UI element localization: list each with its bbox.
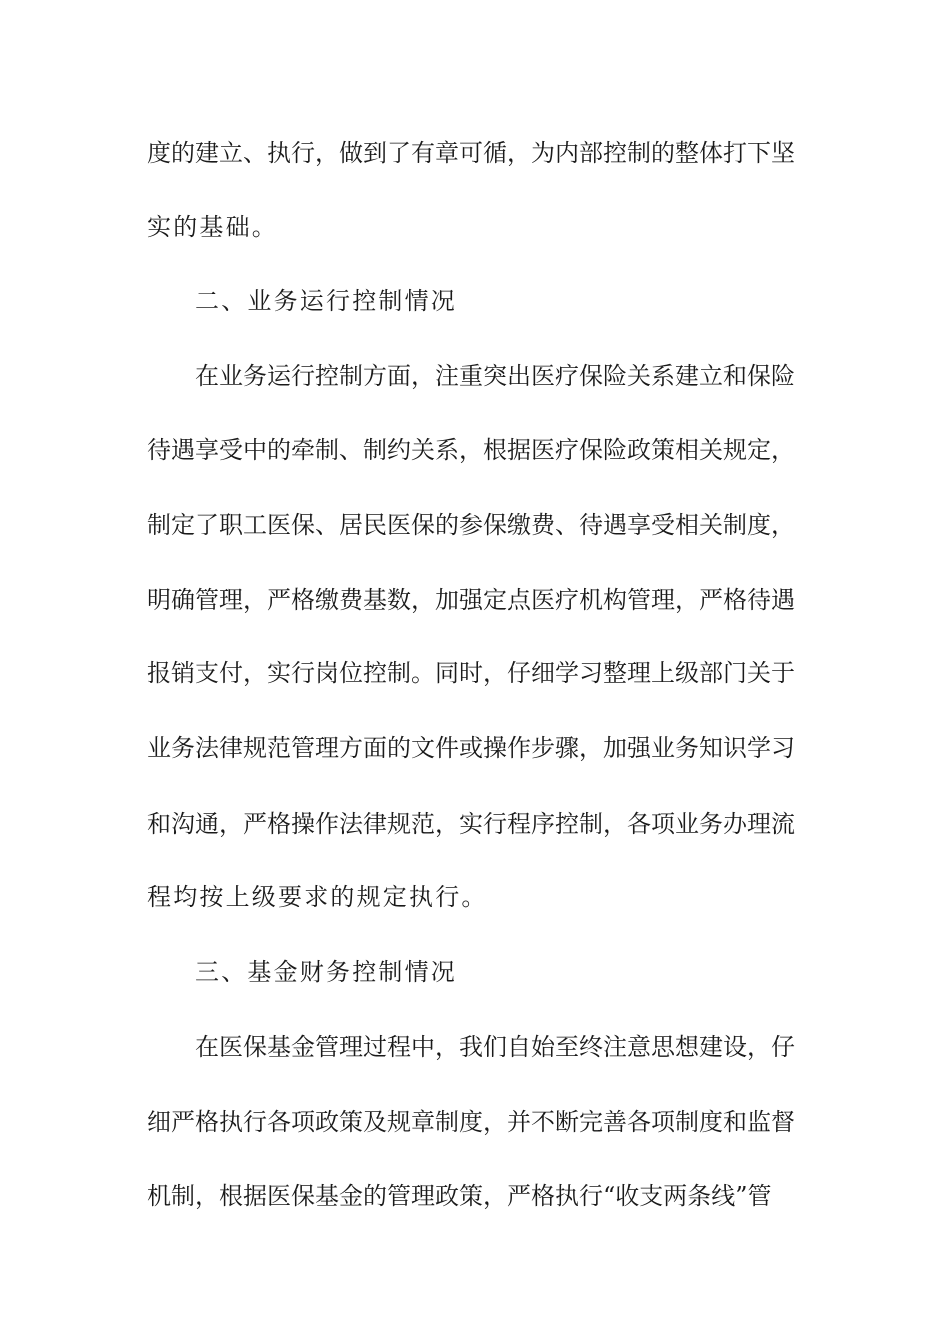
paragraph-line: 机制，根据医保基金的管理政策，严格执行“收支两条线”管: [147, 1182, 772, 1210]
paragraph-line: 待遇享受中的牵制、制约关系，根据医疗保险政策相关规定，: [147, 436, 795, 464]
paragraph-line: 业务法律规范管理方面的文件或操作步骤，加强业务知识学习: [147, 734, 795, 762]
paragraph-line: 和沟通，严格操作法律规范，实行程序控制，各项业务办理流: [147, 810, 795, 838]
section-heading: 二、业务运行控制情况: [195, 287, 457, 315]
section-heading: 三、基金财务控制情况: [195, 958, 457, 986]
paragraph-line: 在业务运行控制方面，注重突出医疗保险关系建立和保险: [195, 362, 795, 390]
paragraph-line: 报销支付，实行岗位控制。同时，仔细学习整理上级部门关于: [147, 659, 795, 687]
paragraph-line: 制定了职工医保、居民医保的参保缴费、待遇享受相关制度，: [147, 511, 795, 539]
paragraph-line: 细严格执行各项政策及规章制度，并不断完善各项制度和监督: [147, 1108, 795, 1136]
paragraph-line: 实的基础。: [147, 213, 278, 241]
paragraph-line: 度的建立、执行，做到了有章可循，为内部控制的整体打下坚: [147, 139, 795, 167]
paragraph-line: 明确管理，严格缴费基数，加强定点医疗机构管理，严格待遇: [147, 586, 795, 614]
paragraph-line: 程均按上级要求的规定执行。: [147, 883, 488, 911]
paragraph-line: 在医保基金管理过程中，我们自始至终注意思想建设，仔: [195, 1033, 795, 1061]
